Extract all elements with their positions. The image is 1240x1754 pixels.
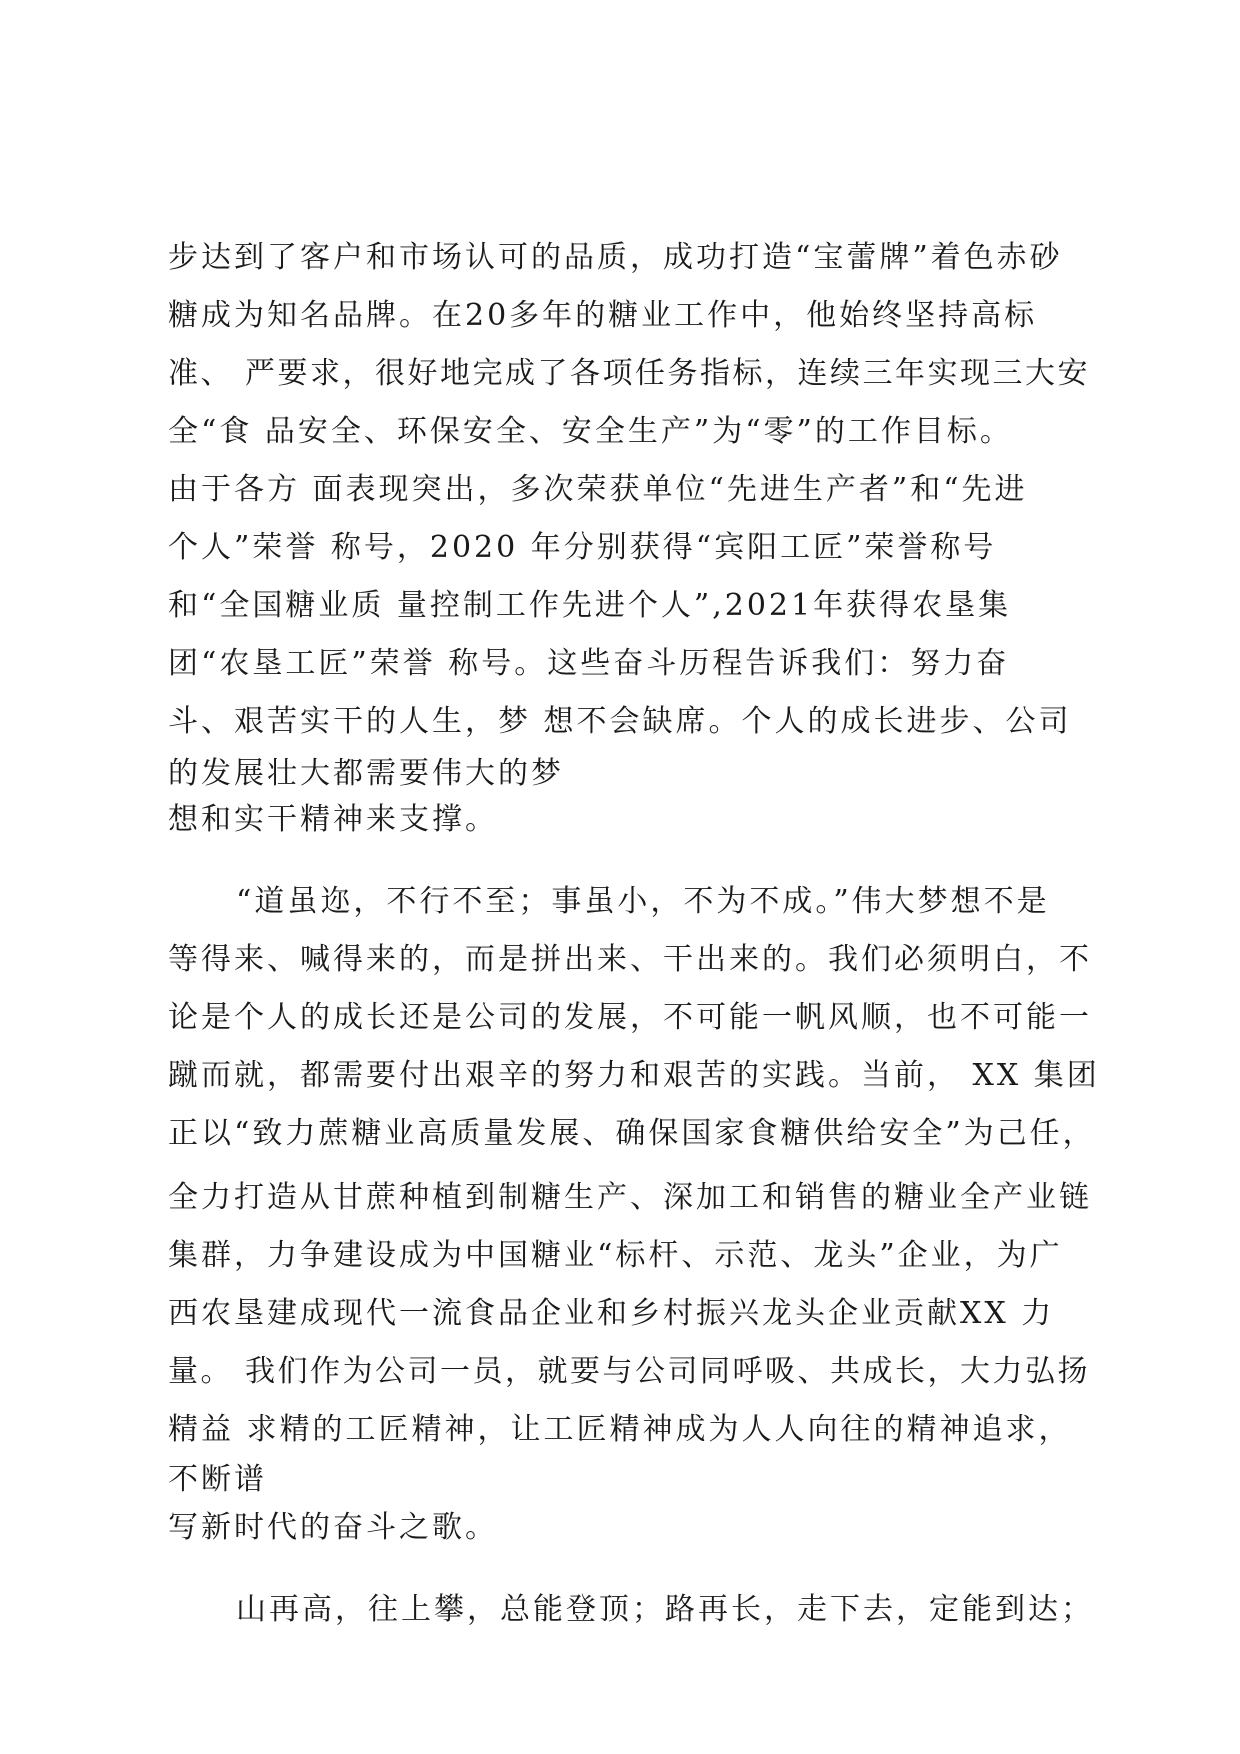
text-line: 集群，力争建设成为中国糖业“标杆、示范、龙头”企业，为广 [168,1238,1063,1273]
text-line: 的发展壮大都需要伟大的梦 [168,756,564,791]
text-line: 斗、艰苦实干的人生，梦 想不会缺席。个人的成长进步、公司 [168,704,1072,739]
text-line: 不断谱 [168,1462,267,1497]
text-line: 由于各方 面表现突出，多次荣获单位“先进生产者”和“先进 [168,472,1028,507]
text-line: 想和实干精神来支撑。 [168,802,498,837]
text-line: 糖成为知名品牌。在20多年的糖业工作中，他始终坚持高标 [168,298,1038,333]
text-line: 全“食 品安全、环保安全、安全生产”为“零”的工作目标。 [168,414,1013,449]
text-line: 西农垦建成现代一流食品企业和乡村振兴龙头企业贡献XX 力 [168,1296,1055,1331]
text-line: 全力打造从甘蔗种植到制糖生产、深加工和销售的糖业全产业链 [168,1180,1092,1215]
text-line: 准、 严要求，很好地完成了各项任务指标，连续三年实现三大安 [168,356,1091,391]
text-line: 正以“致力蔗糖业高质量发展、确保国家食糖供给安全”为己任， [168,1116,1096,1151]
text-line: 山再高，往上攀，总能登顶；路再长，走下去，定能到达； [236,1592,1094,1627]
text-line: 蹴而就，都需要付出艰辛的努力和艰苦的实践。当前， XX 集团 [168,1058,1100,1093]
text-line: “道虽迩，不行不至；事虽小，不为不成。”伟大梦想不是 [236,884,1050,919]
text-line: 和“全国糖业质 量控制工作先进个人”,2021年获得农垦集 [168,588,1012,623]
text-line: 精益 求精的工匠精神，让工匠精神成为人人向往的精神追求， [168,1412,1072,1447]
text-line: 写新时代的奋斗之歌。 [168,1510,498,1545]
text-line: 量。 我们作为公司一员，就要与公司同呼吸、共成长，大力弘扬 [168,1354,1091,1389]
text-line: 论是个人的成长还是公司的发展，不可能一帆风顺，也不可能一 [168,1000,1092,1035]
text-line: 步达到了客户和市场认可的品质，成功打造“宝蕾牌”着色赤砂 [168,240,1063,275]
text-line: 个人”荣誉 称号，2020 年分别获得“宾阳工匠”荣誉称号 [168,530,997,565]
text-line: 等得来、喊得来的，而是拼出来、干出来的。我们必须明白，不 [168,942,1092,977]
text-line: 团“农垦工匠”荣誉 称号。这些奋斗历程告诉我们：努力奋 [168,646,1010,681]
